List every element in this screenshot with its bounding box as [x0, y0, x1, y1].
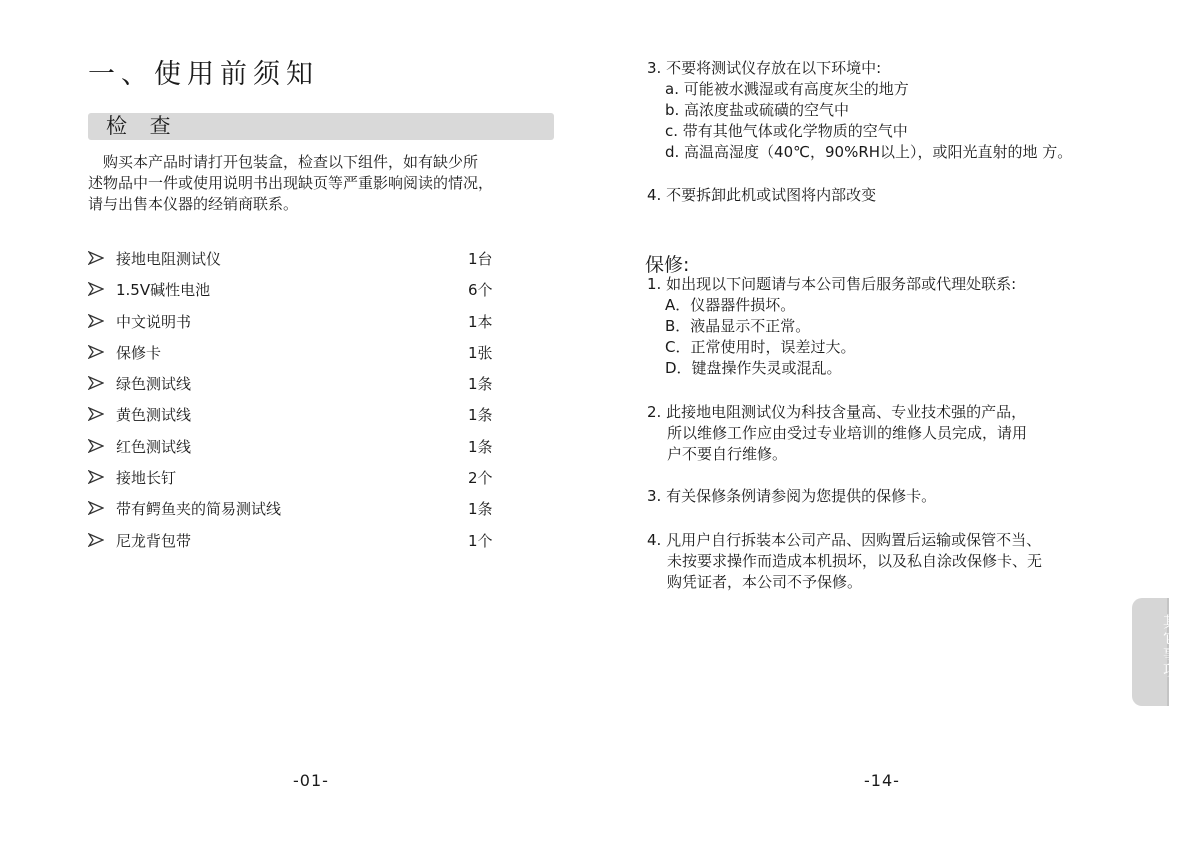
list-item — [88, 466, 508, 497]
arrow-bullet-icon — [88, 470, 104, 484]
item-quantity: 1条 — [468, 375, 493, 394]
list-item — [88, 341, 508, 372]
warranty-point-1 — [647, 274, 1016, 379]
intro-line: 述物品中一件或使用说明书出现缺页等严重影响阅读的情况， — [88, 174, 494, 192]
page-number: -14- — [864, 771, 900, 790]
list-item — [88, 529, 508, 560]
item-name: 尼龙背包带 — [116, 531, 192, 550]
arrow-bullet-icon — [88, 282, 104, 296]
list-item — [88, 497, 508, 528]
storage-item: c. 带有其他气体或化学物质的空气中 — [665, 122, 908, 140]
storage-item: d. 高温高湿度（40℃，90%RH以上），或阳光直射的地 方。 — [665, 143, 1073, 161]
section-side-tab[interactable] — [1132, 598, 1179, 706]
item-quantity: 6个 — [468, 281, 493, 300]
item-quantity: 1条 — [468, 406, 493, 425]
list-item — [88, 372, 508, 403]
arrow-bullet-icon — [88, 501, 104, 515]
item-name: 保修卡 — [116, 343, 162, 362]
warranty-point-3 — [647, 486, 936, 507]
intro-paragraph — [88, 152, 568, 215]
arrow-bullet-icon — [88, 345, 104, 359]
storage-heading: 3. 不要将测试仪存放在以下环境中: — [647, 59, 882, 77]
arrow-bullet-icon — [88, 533, 104, 547]
arrow-bullet-icon — [88, 407, 104, 421]
item-name: 接地长钉 — [116, 469, 177, 488]
page-number: -01- — [293, 771, 329, 790]
warranty-subitem: B．液晶显示不正常。 — [665, 317, 811, 335]
list-item — [88, 278, 508, 309]
warranty-subitem: D．键盘操作失灵或混乱。 — [665, 359, 842, 377]
warranty-point-4 — [647, 530, 1042, 593]
item-name: 黄色测试线 — [116, 406, 192, 425]
side-tab-label: 其它事项 — [1161, 614, 1179, 678]
intro-line: 请与出售本仪器的经销商联系。 — [88, 195, 299, 213]
arrow-bullet-icon — [88, 376, 104, 390]
warranty-heading: 保修: — [645, 254, 690, 276]
warranty-subitem: A．仪器器件损坏。 — [665, 296, 796, 314]
storage-item: b. 高浓度盐或硫磺的空气中 — [665, 101, 850, 119]
right-page — [600, 0, 1199, 845]
item-name: 绿色测试线 — [116, 375, 192, 394]
warranty-point-text: 2. 此接地电阻测试仪为科技含量高、专业技术强的产品， — [647, 403, 1027, 421]
disassembly-text: 4. 不要拆卸此机或试图将内部改变 — [647, 186, 877, 204]
item-quantity: 1张 — [468, 343, 493, 362]
item-quantity: 1条 — [468, 500, 493, 519]
warranty-point-2 — [647, 402, 1027, 465]
storage-item: a. 可能被水溅湿或有高度灰尘的地方 — [665, 80, 909, 98]
section-title: 检 查 — [106, 114, 179, 138]
warranty-point-text: 未按要求操作而造成本机损坏，以及私自涂改保修卡、无 — [667, 552, 1043, 570]
list-item — [88, 310, 508, 341]
package-contents-list — [88, 247, 508, 560]
intro-line: 购买本产品时请打开包装盒，检查以下组件，如有缺少所 — [103, 153, 479, 171]
warranty-subitem: C．正常使用时，误差过大。 — [665, 338, 856, 356]
arrow-bullet-icon — [88, 314, 104, 328]
item-name: 红色测试线 — [116, 437, 192, 456]
list-item — [88, 247, 508, 278]
arrow-bullet-icon — [88, 439, 104, 453]
item-quantity: 1条 — [468, 437, 493, 456]
arrow-bullet-icon — [88, 251, 104, 265]
warranty-point-text: 1. 如出现以下问题请与本公司售后服务部或代理处联系: — [647, 275, 1017, 293]
disassembly-note — [647, 185, 876, 206]
item-quantity: 1本 — [468, 312, 493, 331]
item-name: 接地电阻测试仪 — [116, 250, 222, 268]
warranty-point-text: 3. 有关保修条例请参阅为您提供的保修卡。 — [647, 487, 937, 505]
list-item — [88, 435, 508, 466]
item-quantity: 2个 — [468, 469, 493, 488]
item-quantity: 1个 — [468, 531, 493, 550]
item-quantity: 1台 — [468, 250, 493, 268]
section-header — [88, 113, 554, 140]
item-name: 中文说明书 — [116, 312, 192, 331]
chapter-title: 一、使用前须知 — [88, 59, 319, 90]
warranty-point-text: 户不要自行维修。 — [667, 445, 788, 463]
item-name: 1.5V碱性电池 — [116, 281, 211, 300]
list-item — [88, 403, 508, 434]
warranty-point-text: 4. 凡用户自行拆装本公司产品、因购置后运输或保管不当、 — [647, 531, 1042, 549]
warranty-point-text: 购凭证者，本公司不予保修。 — [667, 573, 863, 591]
warranty-point-text: 所以维修工作应由受过专业培训的维修人员完成，请用 — [667, 424, 1028, 442]
storage-section — [647, 58, 1072, 163]
item-name: 带有鳄鱼夹的简易测试线 — [116, 500, 282, 519]
